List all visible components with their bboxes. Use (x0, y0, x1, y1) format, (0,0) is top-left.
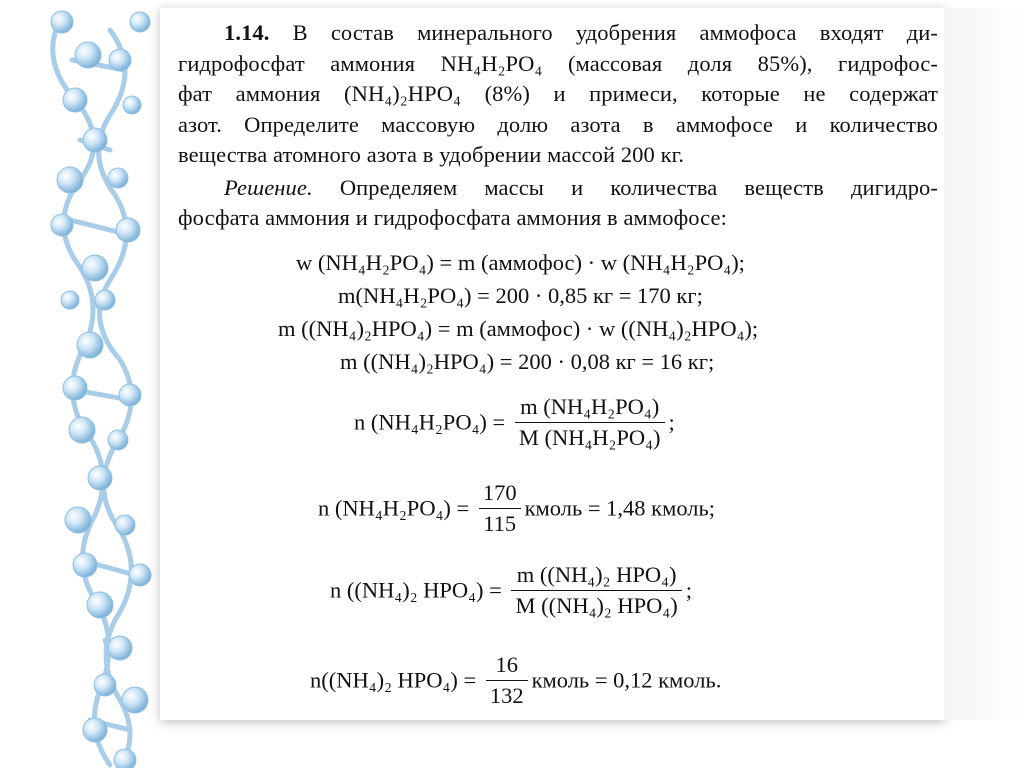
solution-intro: Решение. Определяем массы и количества веществ дигидро- фосфата аммония и гидрофосфата аммония в аммофосе: (178, 174, 938, 230)
equation-3: m ((NH₄)₂HPO₄) = m (аммофос) · w ((NH₄)₂HPO₄); (278, 316, 759, 341)
problem-statement: 1.14. В состав минерального удобрения аммофоса входят ди- гидрофосфат аммония NH₄H₂PO₄ (массовая доля 85%), гидрофос- фат аммония (NH₄)₂HPO₄ (8%) и примеси, которые не содержат азот. Определите массовую долю азота в аммофосе и количество вещества атомного азота в удобрении массой 200 кг. (178, 20, 938, 167)
problem-text (178, 18, 938, 234)
equation-6: n (NH₄H₂PO₄) = $\frac{170}{115}$ кмоль = 1,48 кмоль; (318, 478, 715, 539)
solution-label: Решение. (224, 174, 313, 200)
fraction: $\frac{\text{m ((NH₄)₂ HPO₄)}}{\text{M ((NH₄)₂ HPO₄)}}$ (511, 560, 681, 621)
equation-2: m(NH₄H₂PO₄) = 200 · 0,85 кг = 170 кг; (338, 283, 703, 308)
fraction: $\frac{170}{115}$ (479, 478, 521, 539)
fraction: $\frac{16}{132}$ (486, 650, 528, 711)
equation-5: n (NH₄H₂PO₄) = $\frac{\text{m (NH₄H₂PO₄)}}{\text{M (NH₄H₂PO₄)}}$ ; (354, 392, 675, 453)
molecule-chain-decoration (0, 0, 170, 768)
fraction: $\frac{\text{m (NH₄H₂PO₄)}}{\text{M (NH₄H₂PO₄)}}$ (515, 392, 665, 453)
slide-right-edge (944, 8, 1024, 720)
equation-1: w (NH₄H₂PO₄) = m (аммофос) · w (NH₄H₂PO₄); (296, 250, 745, 275)
equation-8: n((NH₄)₂ HPO₄) = $\frac{16}{132}$ кмоль = 0,12 кмоль. (310, 650, 721, 711)
equation-7: n ((NH₄)₂ HPO₄) = $\frac{\text{m ((NH₄)₂ HPO₄)}}{\text{M ((NH₄)₂ HPO₄)}}$ ; (330, 560, 692, 621)
problem-number: 1.14. (224, 20, 270, 45)
equation-4: m ((NH₄)₂HPO₄) = 200 · 0,08 кг = 16 кг; (340, 349, 715, 374)
